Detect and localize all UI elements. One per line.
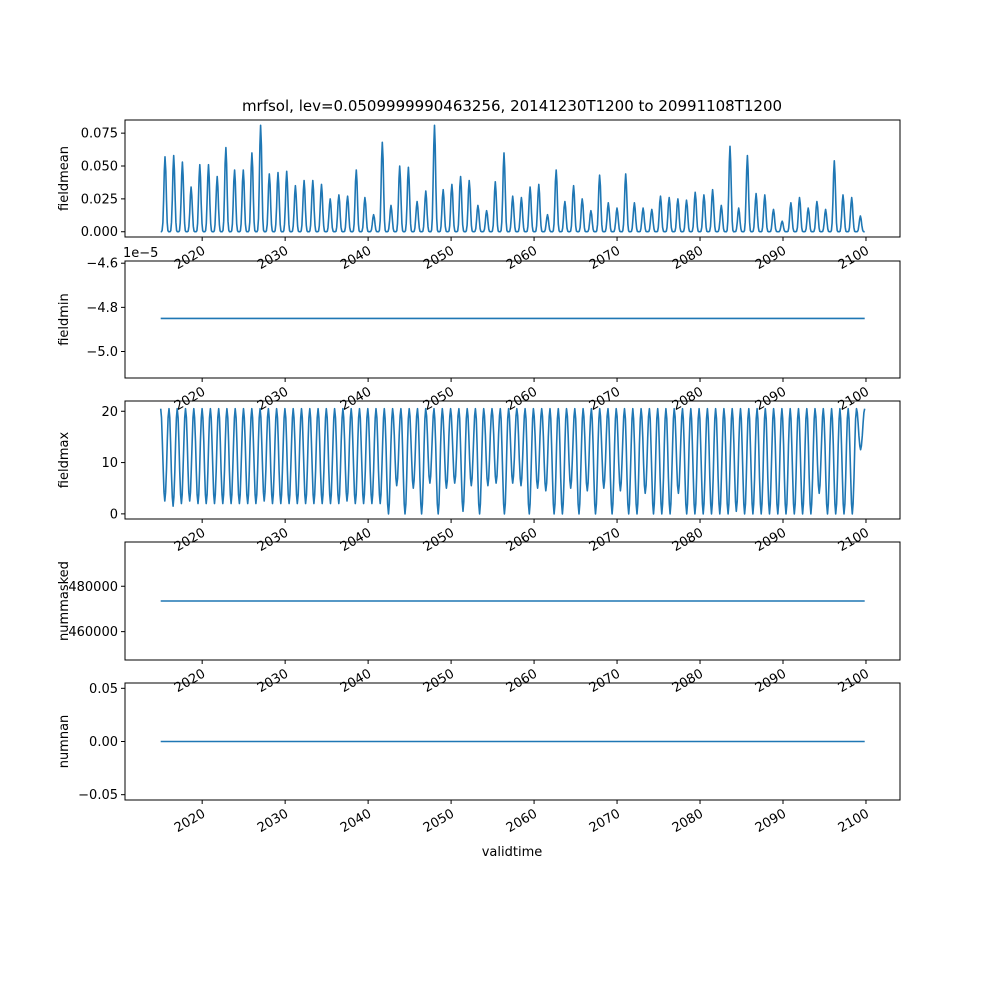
y-tick-label: 10 [101,456,118,472]
figure-title: mrfsol, lev=0.0509999990463256, 20141230T1200 to 20991108T1200 [241,97,783,115]
x-tick-label: 2090 [752,243,790,274]
y-axis-label: numnan [57,714,72,769]
x-tick-label: 2080 [669,666,707,697]
y-offset-label: 1e−5 [123,246,159,261]
y-tick-label: −0.05 [78,788,118,804]
series-line-fieldmean [161,125,865,231]
x-tick-label: 2040 [337,243,375,274]
x-tick-label: 2050 [420,666,458,697]
y-tick-label: 20 [101,404,118,420]
axes-frame [125,261,900,378]
y-axis-label: nummasked [57,561,72,641]
x-tick-label: 2060 [503,243,541,274]
x-tick-label: 2070 [586,525,624,556]
y-tick-label: 460000 [68,625,118,641]
x-tick-label: 2070 [586,666,624,697]
x-tick-label: 2040 [337,806,375,837]
x-tick-label: 2100 [835,666,872,697]
x-tick-label: 2100 [835,384,872,415]
y-tick-label: −4.6 [86,256,118,272]
x-tick-label: 2030 [254,243,292,274]
x-tick-label: 2050 [420,384,458,415]
series-line-fieldmax [161,409,865,514]
y-tick-label: 0.025 [80,192,118,208]
x-tick-label: 2100 [835,525,872,556]
x-tick-label: 2060 [503,666,541,697]
x-tick-label: 2070 [586,243,624,274]
x-tick-label: 2030 [254,525,292,556]
x-tick-label: 2020 [172,384,209,415]
x-tick-label: 2040 [337,666,375,697]
x-tick-label: 2070 [586,384,624,415]
x-tick-label: 2060 [503,806,541,837]
x-tick-label: 2080 [669,384,707,415]
x-tick-label: 2060 [503,525,541,556]
x-tick-label: 2030 [254,666,292,697]
x-tick-label: 2050 [420,243,458,274]
y-tick-label: 0.05 [89,681,118,697]
x-tick-label: 2020 [172,243,209,274]
subplot-nummasked [57,542,900,696]
x-tick-label: 2080 [669,243,707,274]
x-tick-label: 2100 [835,806,872,837]
subplots [57,120,900,836]
y-tick-label: 0.075 [80,126,118,142]
subplot-fieldmean [57,120,900,273]
x-tick-label: 2080 [669,525,707,556]
y-axis-label: fieldmean [57,146,72,211]
x-tick-label: 2090 [752,384,790,415]
x-tick-label: 2080 [669,806,707,837]
y-tick-label: 0.00 [89,735,118,750]
y-tick-label: 0.050 [80,159,118,175]
x-tick-label: 2020 [172,666,209,697]
x-tick-label: 2040 [337,384,375,415]
x-tick-label: 2030 [254,806,292,837]
y-tick-label: 480000 [68,579,118,595]
x-tick-label: 2050 [420,525,458,556]
x-tick-label: 2090 [752,806,790,837]
x-tick-label: 2070 [586,806,624,837]
x-tick-label: 2060 [503,384,541,415]
x-axis-label: validtime [481,845,543,860]
y-tick-label: 0 [109,507,118,523]
y-tick-label: −4.8 [86,300,118,316]
x-tick-label: 2100 [835,243,872,274]
x-tick-label: 2030 [254,384,292,415]
x-tick-label: 2020 [172,806,209,837]
y-tick-label: −5.0 [86,345,118,361]
x-tick-label: 2090 [752,525,790,556]
subplot-fieldmin [57,246,900,414]
subplot-fieldmax [57,401,900,555]
x-tick-label: 2020 [172,525,209,556]
x-tick-label: 2090 [752,666,790,697]
y-axis-label: fieldmax [57,431,72,489]
subplot-numnan [57,682,900,836]
y-tick-label: 0.000 [80,225,118,241]
x-tick-label: 2050 [420,806,458,837]
x-tick-label: 2040 [337,525,375,556]
y-axis-label: fieldmin [57,293,72,346]
